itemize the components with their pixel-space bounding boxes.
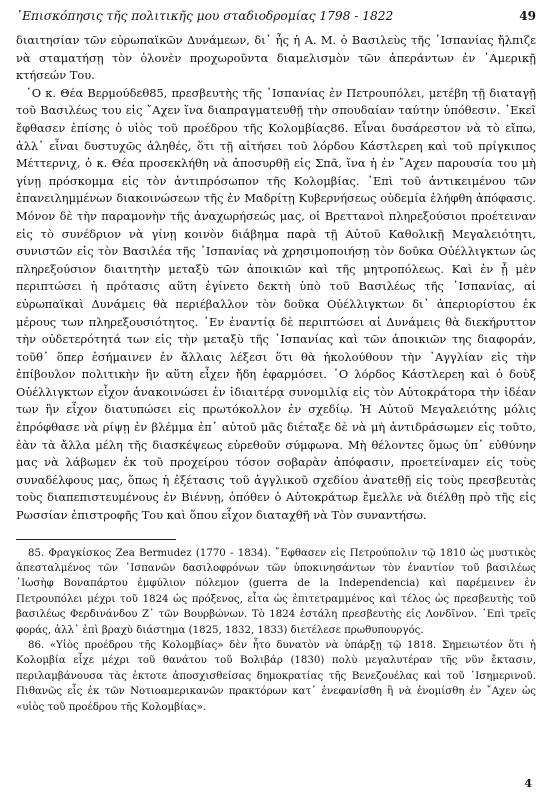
corner-mark: 4 — [524, 777, 532, 790]
footnote: 85. Φραγκίσκος Zea Bermudez (1770 - 1834). ῎Εφθασεν εἰς Πετρούπολιν τῷ 1810 ὡς μυστικὸς ἀπεσταλμένος τῶν ᾿Ισπανῶν δασιλοφρόνων τῶν ὑποκινησάντων τὸν ἐναντίον τοῦ βασιλέως ᾿Ιωσὴφ Βοναπάρτου ἐμφύλιον πόλεμον (guerra de la Independencia) καὶ παρέμεινεν ἐν Πετρουπόλει μέχρι τοῦ 1824 ὡς πρόξενος, εἶτα ὡς ἐπιτετραμμένος καὶ τέλος ὡς πρεσβευτὴς τοῦ βασιλέως Φερδινάνδου Ζ᾿ τῶν Βουρβώνων. Τὸ 1824 ἐστάλη πρεσβευτὴς εἰς Λονδῖνον. ᾿Επὶ τρεῖς φοράς, ἀλλ᾿ ἐπὶ βραχὺ διάστημα (1825, 1832, 1833) διετέλεσε πρωθυπουργός. — [16, 547, 536, 636]
main-text — [16, 32, 536, 525]
footnote: 86. «Υἱὸς προέδρου τῆς Κολομβίας» δὲν ἦτο δυνατὸν νὰ ὑπάρξῃ τῷ 1818. Σημειωτέον ὅτι ἡ Κολομβία εἶχε μέχρι τοῦ θανάτου τοῦ Βολιβάρ (1830) πολὺ μεγαλυτέραν τῆς νῦν ἔκτασιν, περιλαμβάνουσα τὰς ἐκτοτε ἀποσχισθείσας δημοκρατίας τῆς Βενεζουέλας καὶ τοῦ ᾿Ισημερινοῦ. Πιθανῶς εἷς ἐκ τῶν Νοτιοαμερικανῶν πρακτόρων κατ᾿ ἐνεφανίσθη ἢ νὰ ἐνομίσθη ἐν ῎Αχεν ὡς «υἱὸς τοῦ προέδρου τῆς Κολομβίας». — [16, 640, 536, 713]
paragraph: διαιτησίαν τῶν εὐρωπαϊκῶν Δυνάμεων, δι᾿ ἧς ἡ Α. Μ. ὁ Βασιλεὺς τῆς ῾Ισπανίας ἤλπιζε νὰ σταματήσῃ τὸν ὁλονὲν προχωροῦντα διαμελισμὸν τῶν ἀπεράντων ἐν ᾿Αμερικῇ κτήσεών Του. — [16, 33, 536, 83]
page-number: 49 — [519, 9, 536, 23]
footnote-divider — [16, 539, 176, 540]
footnotes — [16, 546, 536, 715]
paragraph: ῾Ο κ. Θέα Βερμούδεθ85, πρεσβευτὴς τῆς ῾Ισπανίας ἐν Πετρουπόλει, μετέβη τῇ διαταγῇ τοῦ Βασιλέως του εἰς ῎Αχεν ἵνα διαπραγματευθῇ τὴν σπουδαίαν ταύτην ὑπόθεσιν. ᾿Εκεῖ ἔφθασεν ἐπίσης ὁ υἱὸς τοῦ προέδρου τῆς Κολομβίας86. Εἶναι δυσάρεστον νὰ τὸ εἴπω, ἀλλ᾿ εἶναι δυστυχῶς ἀληθές, ὅτι τῇ αἰτήσει τοῦ λόρδου Κάστλερεη καὶ τοῦ πρίγκιπος Μέττερνιχ, ὁ κ. Θέα προσεκλήθη νὰ ἀποσυρθῇ εἰς Σπᾶ, ἵνα ἡ ἐν ῎Αχεν παρουσία του μὴ γίνῃ πρόσκομμα εἰς τὸν ἀντιπρόσωπον τῆς Κολομβίας. ᾿Επὶ τοῦ ἀντικειμένου τῶν ἐπανειλημμένων διακοινώσεων τῆς ἐν Μαδρίτῃ Κυβερνήσεως οὐδεμία ἐλήφθη ἀπόφασις. Μόνον δὲ τὴν παραμονὴν τῆς ἀναχωρήσεώς μας, οἱ Βρεττανοὶ πληρεξούσιοι προέτειναν εἰς τὸ συνέδριον νὰ γίνῃ κοινὸν διάβημα παρὰ τῇ Αὐτοῦ Καθολικῇ Μεγαλειότητι, συνιστῶν εἰς τὸν Βασιλέα τῆς ῾Ισπανίας νὰ χρησιμοποιήσῃ τὸν δοῦκα Οὐέλλιγκτων ὡς πληρεξούσιον διαιτητὴν μεταξὺ τῶν ἀποικιῶν καὶ τῆς μητροπόλεως. Καὶ ἐν ᾗ μὲν περιπτώσει ἡ πρότασις αὕτη ἐγίνετο δεκτὴ ὑπὸ τοῦ Βασιλέως τῆς ῾Ισπανίας, αἱ εὐρωπαϊκαὶ Δυνάμεις θὰ περιέβαλλον τὸν δοῦκα Οὐέλλιγκτων δι᾿ ἀπεριορίστου ἐκ μέρους των πληρεξουσιότητος. ᾿Εν ἐναντίᾳ δὲ περιπτώσει αἱ Δυνάμεις θὰ διεκήρυττον τὴν οὐδετερότητά των εἰς τὴν μεταξὺ τῆς ῾Ισπανίας καὶ τῶν ἀποικιῶν της διαφοράν, τοῦθ᾿ ὅπερ ἐσήμαινεν ἐν ἄλλαις λέξεσι ὅτι θὰ ἠκολούθουν τὴν ᾿Αγγλίαν εἰς τὴν ἐπίβουλον πολιτικὴν ἣν αὕτη εἶχεν ἤδη ἐφαρμόσει. ῾Ο λόρδος Κάστλερεη καὶ ὁ δοὺξ Οὐέλλιγκτων εἶχον ἀνακοινώσει ἐν ἰδιαιτέρᾳ συνομιλίᾳ εἰς τὸν Αὐτοκράτορα τὴν ἰδέαν των ἣν εἶχον διατυπώσει εἰς πρωτόκολλον ἐν σχεδίῳ. Ἡ Αὐτοῦ Μεγαλειότης μόλις ἐπρόφθασε νὰ ρίψῃ ἐν βλέμμα ἐπ᾿ αὐτοῦ μᾶς διέταξε δὲ νὰ μὴ ἀντιδράσωμεν εἰς τοῦτο, ἐὰν τὰ ἄλλα μέλη τῆς διασκέψεως εὑρεθοῦν σύμφωνα. Μὴ θέλοντες ὅμως ὑπ᾿ εὐθύνην μας νὰ λάβωμεν ἐκ τοῦ προχείρου τόσον σοβαρὰν ἀπόφασιν, προετείναμεν εἰς τοὺς συναδέλφους μας, ὅπως ἡ ἐξέτασις τοῦ ἀγγλικοῦ σχεδίου ἀνατεθῇ εἰς τοὺς πρεσβευτὰς τοὺς διαπεπιστευμένους ἐν Βιέννῃ, ὁπόθεν ὁ Αὐτοκράτωρ ἔμελλε νὰ διέλθῃ πρὸ τῆς εἰς Ρωσσίαν ἐπιστροφῆς Του καὶ ὅπου εἶχον διαταχθῆ νὰ Τὸν συναντήσω. — [16, 85, 536, 523]
running-title: ᾿Επισκόπησις τῆς πολιτικῆς μου σταδιοδρομίας 1798 - 1822 — [16, 9, 394, 23]
page-header — [16, 6, 536, 26]
